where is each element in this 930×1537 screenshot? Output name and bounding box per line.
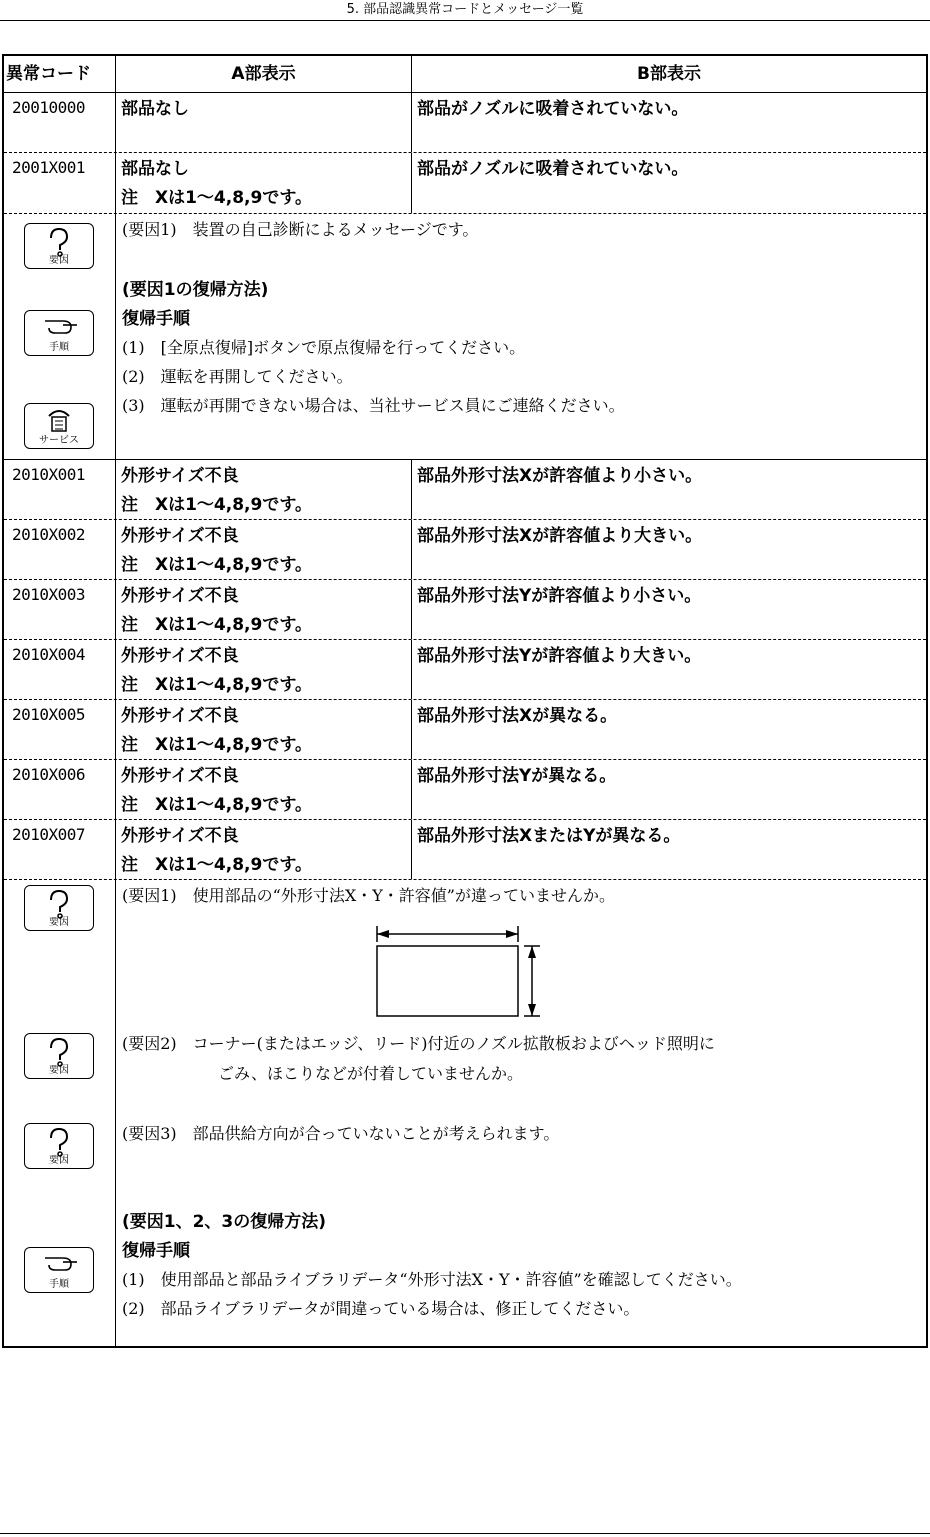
cause-3-text: (要因3) 部品供給方向が合っていないことが考えられます。 [122,1124,560,1143]
table-row [4,580,926,640]
table-row [4,153,926,214]
icon-column [4,214,116,459]
recovery-title: (要因1、2、3の復帰方法) [122,1212,327,1232]
error-code: 2010X001 [4,460,116,519]
cause-icon-label: 要因 [49,1065,69,1076]
cause-icon [24,1123,94,1169]
detail-block-1 [4,214,926,460]
a-display: 外形サイズ不良 注 Xは1～4,8,9です。 [116,520,412,579]
procedure-title: 復帰手順 [122,1241,190,1261]
procedure-icon [24,310,94,356]
detail-block-2 [4,880,926,1346]
service-icon [24,403,94,449]
b-display: 部品外形寸法Xが許容値より大きい。 [417,526,703,546]
table-row [4,93,926,153]
b-display: 部品がノズルに吸着されていない。 [417,159,689,179]
error-code: 2010X006 [4,760,116,819]
cause-icon [24,885,94,931]
procedure-icon-label: 手順 [49,342,69,353]
b-display: 部品外形寸法Yが許容値より小さい。 [417,586,702,606]
page-title: 5. 部品認識異常コードとメッセージ一覧 [346,2,584,17]
error-code-table [2,54,928,1348]
table-row [4,640,926,700]
cause-1-text: (要因1) 装置の自己診断によるメッセージです。 [122,220,479,239]
a-note: 注 Xは1～4,8,9です。 [121,188,312,208]
step-1: (1) 使用部品と部品ライブラリデータ“外形寸法X・Y・許容値”を確認してください。 [122,1270,742,1289]
page-header [0,0,930,21]
a-display [116,153,412,213]
error-code: 2010X004 [4,640,116,699]
table-row [4,820,926,880]
size-diagram [372,920,552,1020]
table-header [4,56,926,93]
b-display: 部品外形寸法Xが許容値より小さい。 [417,466,703,486]
cause-icon [24,223,94,269]
cause-icon-label: 要因 [49,917,69,928]
table-row [4,700,926,760]
step-1: (1) [全原点復帰]ボタンで原点復帰を行ってください。 [122,338,526,357]
b-display: 部品外形寸法Yが許容値より大きい。 [417,646,702,666]
a-text: 部品なし [121,159,189,179]
step-2: (2) 運転を再開してください。 [122,367,353,386]
error-code: 2001X001 [4,153,116,213]
error-code: 20010000 [4,93,116,152]
table-row [4,520,926,580]
a-display: 外形サイズ不良 注 Xは1～4,8,9です。 [116,700,412,759]
cause-icon [24,1033,94,1079]
table-row [4,460,926,520]
col-code-header: 異常コード [4,56,116,92]
page-footer-rule [0,1533,930,1534]
cause-2-text-cont: ごみ、ほこりなどが付着していませんか。 [218,1064,523,1083]
procedure-icon [24,1247,94,1293]
a-display: 部品なし [116,93,412,152]
b-display: 部品がノズルに吸着されていない。 [417,99,689,119]
a-display: 外形サイズ不良 注 Xは1～4,8,9です。 [116,760,412,819]
error-code: 2010X005 [4,700,116,759]
icon-column [4,880,116,1346]
a-display: 外形サイズ不良 注 Xは1～4,8,9です。 [116,460,412,519]
service-icon-label: サービス [39,435,79,446]
b-display: 部品外形寸法Xが異なる。 [417,706,618,726]
step-3: (3) 運転が再開できない場合は、当社サービス員にご連絡ください。 [122,396,625,415]
col-a-header: A部表示 [116,56,412,92]
detail-text [116,880,926,1346]
cause-1-text: (要因1) 使用部品の“外形寸法X・Y・許容値”が違っていませんか。 [122,886,615,905]
step-2: (2) 部品ライブラリデータが間違っている場合は、修正してください。 [122,1299,640,1318]
error-code: 2010X003 [4,580,116,639]
detail-text [116,214,926,459]
a-display: 外形サイズ不良 注 Xは1～4,8,9です。 [116,580,412,639]
col-b-header: B部表示 [637,64,701,84]
a-display: 外形サイズ不良 注 Xは1～4,8,9です。 [116,820,412,879]
b-display: 部品外形寸法Yが異なる。 [417,766,617,786]
cause-2-text: (要因2) コーナー(またはエッジ、リード)付近のノズル拡散板およびヘッド照明に [122,1034,715,1053]
procedure-icon-label: 手順 [49,1279,69,1290]
cause-icon-label: 要因 [49,255,69,266]
procedure-title: 復帰手順 [122,309,190,329]
table-row [4,760,926,820]
b-display: 部品外形寸法XまたはYが異なる。 [417,826,681,846]
recovery-title: (要因1の復帰方法) [122,280,269,300]
cause-icon-label: 要因 [49,1155,69,1166]
a-display: 外形サイズ不良 注 Xは1～4,8,9です。 [116,640,412,699]
error-code: 2010X002 [4,520,116,579]
error-code: 2010X007 [4,820,116,879]
